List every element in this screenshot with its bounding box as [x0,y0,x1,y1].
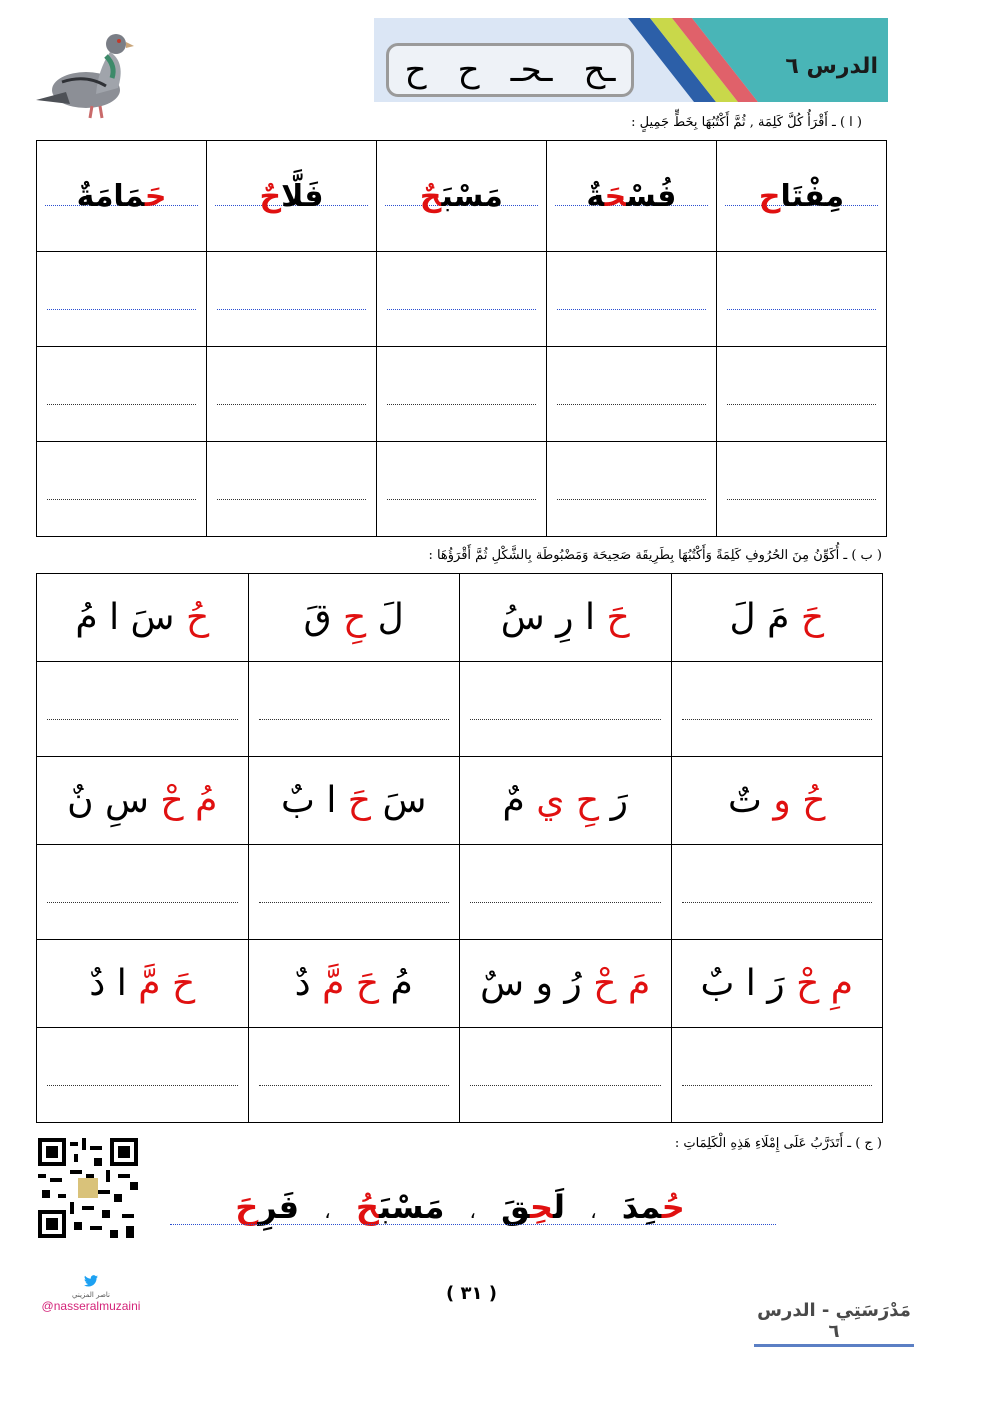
letter: لَ [729,597,756,638]
letter-form: ح [404,50,427,90]
letter: مُ [195,780,218,821]
writing-cell[interactable] [248,662,459,757]
writing-cell[interactable] [37,252,207,347]
letter: سِ [104,780,149,821]
letters-row [37,940,883,1028]
letters-cell [459,574,671,662]
letter: ا [116,963,127,1004]
letter: حَ [347,780,372,821]
letter-group [281,780,426,821]
section-b-table [36,573,883,1123]
writing-cell[interactable] [716,252,886,347]
letters-cell [248,574,459,662]
dictation-word: فَرِحَ [235,1188,300,1226]
letter: تٌ [728,780,762,821]
letter: مَ [627,963,651,1004]
letter-group [501,597,630,638]
letter-group [89,963,195,1004]
word-row [37,141,887,252]
letter: مَّ [322,963,345,1004]
letter: لَ [377,597,404,638]
letter: ا [109,597,120,638]
writing-cell[interactable] [671,1028,882,1123]
writing-cell[interactable] [248,845,459,940]
letter-form: ـح [583,50,616,90]
letter: مُ [75,597,98,638]
writing-cell[interactable] [376,252,546,347]
lesson-banner [374,18,888,102]
word: مَسْبَحٌ [419,178,503,214]
letter: ا [584,597,595,638]
word-cell [207,141,377,252]
writing-cell[interactable] [37,442,207,537]
letter: نٌ [67,780,94,821]
letter-group [304,597,404,638]
pigeon-illustration [26,22,138,126]
letter: حُ [802,780,826,821]
letter: بٌ [280,780,315,821]
letter: حْ [160,780,184,821]
letter: بٌ [700,963,735,1004]
letters-cell [248,757,459,845]
dictation-word: لَحِقَ [501,1188,566,1226]
lesson-title: الدرس ٦ [785,54,878,79]
letter: رُ [564,963,582,1004]
writing-row [37,662,883,757]
letter-group [502,780,627,821]
twitter-icon [84,1275,98,1287]
letter: سَ [130,597,175,638]
letter: رِ [556,597,574,638]
writing-cell[interactable] [37,1028,249,1123]
letter: ي [536,780,565,821]
writing-cell[interactable] [716,347,886,442]
word: فُسْحَةٌ [586,178,677,214]
separator: ، [324,1199,331,1223]
twitter-handle[interactable]: @nasseralmuzaini [41,1299,141,1313]
letters-cell [671,574,882,662]
letters-cell [671,757,882,845]
writing-row [37,347,887,442]
word-cell [716,141,886,252]
footer-brand-underline [754,1344,914,1347]
writing-cell[interactable] [207,442,377,537]
writing-cell[interactable] [37,845,249,940]
letter: قَ [303,597,332,638]
page-number: ( ٣١ ) [446,1283,497,1304]
letter: رَ [610,780,628,821]
letter: حَ [171,963,196,1004]
writing-cell[interactable] [376,442,546,537]
writing-cell[interactable] [459,1028,671,1123]
separator: ، [469,1199,476,1223]
letter: مَ [767,597,790,638]
letter: مِ [830,963,854,1004]
letter-group [480,963,650,1004]
letter-form: ح [457,50,480,90]
letter: ا [326,780,337,821]
writing-cell[interactable] [671,845,882,940]
letter-group [729,597,824,638]
twitter-name: ناصر المزيني [72,1291,110,1299]
word-cell [376,141,546,252]
writing-row [37,845,883,940]
writing-row [37,442,887,537]
writing-cell[interactable] [671,662,882,757]
letters-row [37,757,883,845]
word-cell [37,141,207,252]
footer-brand [754,1300,914,1342]
writing-cell[interactable] [248,1028,459,1123]
letter-group [295,963,413,1004]
word: فَلَّاحٌ [259,178,324,214]
writing-cell[interactable] [207,252,377,347]
letter: حَ [606,597,630,638]
letters-cell [459,757,671,845]
letter-form: ـحـ [510,50,553,90]
letter-forms-box [386,43,634,97]
section-b-instruction: ( ب ) ـ أُكَوِّنُ مِنَ الحُرُوفِ كَلِمَةً وَأَكْتُبُهَا بِطَرِيقَة صَحِيحَة وَمَضْبُوطَة بِالشَّكْلِ ثُمَّ أَقْرَؤُهَا : [428,548,882,563]
writing-cell[interactable] [546,347,716,442]
letter-group [700,963,853,1004]
writing-cell[interactable] [459,662,671,757]
writing-cell[interactable] [546,252,716,347]
letter: حِ [575,780,600,821]
letters-cell [37,940,249,1028]
word-cell [546,141,716,252]
section-a-instruction: ( ا ) ـ أَقْرَأُ كُلَّ كَلِمَة , ثُمَّ أَكْتُبُهَا بِخَطٍّ جَمِيلٍ : [631,115,862,130]
writing-cell[interactable] [37,347,207,442]
section-a-table [36,140,887,537]
writing-cell[interactable] [207,347,377,442]
letters-cell [37,574,249,662]
letters-cell [37,757,249,845]
letter: حُ [185,597,210,638]
word: مِفْتَاح [758,178,845,214]
letter-group [75,597,209,638]
letter: سٌ [480,963,525,1004]
letter: رَ [767,963,785,1004]
letter: سَ [382,780,427,821]
writing-cell[interactable] [546,442,716,537]
writing-cell[interactable] [459,845,671,940]
letter: حْ [593,963,617,1004]
writing-cell[interactable] [716,442,886,537]
letter: حَ [800,597,825,638]
letter: حْ [796,963,820,1004]
qr-code [38,1138,138,1238]
letter: مَّ [138,963,161,1004]
separator: ، [590,1199,597,1223]
letter-group [728,780,825,821]
letter: مُ [390,963,413,1004]
letter: و [535,963,553,1004]
dictation-word: حُمِدَ [621,1188,685,1226]
letter: حِ [342,597,367,638]
letter: دٌ [89,963,106,1004]
letters-cell [248,940,459,1028]
section-c-instruction: ( ج ) ـ أَتَدَرَّبُ عَلَى إِمْلَاءِ هَذِهِ الْكَلِمَاتِ : [674,1136,882,1151]
writing-row [37,252,887,347]
letter: حَ [355,963,380,1004]
letter: مٌ [502,780,525,821]
word: حَمَامَةٌ [76,178,167,214]
dictation-word: مَسْبَحُ [355,1188,445,1226]
letter: ا [745,963,756,1004]
twitter-credit [36,1272,146,1313]
letters-cell [459,940,671,1028]
letter: سُ [500,597,545,638]
letter: دٌ [294,963,311,1004]
writing-row [37,1028,883,1123]
writing-cell[interactable] [376,347,546,442]
dictation-line[interactable] [170,1224,776,1225]
letter-group [67,780,217,821]
footer-brand-text: مَدْرَسَتِي - الدرس ٦ [757,1300,911,1342]
letters-cell [671,940,882,1028]
letters-row [37,574,883,662]
letter: و [773,780,791,821]
writing-cell[interactable] [37,662,249,757]
dictation-words [190,1188,730,1226]
